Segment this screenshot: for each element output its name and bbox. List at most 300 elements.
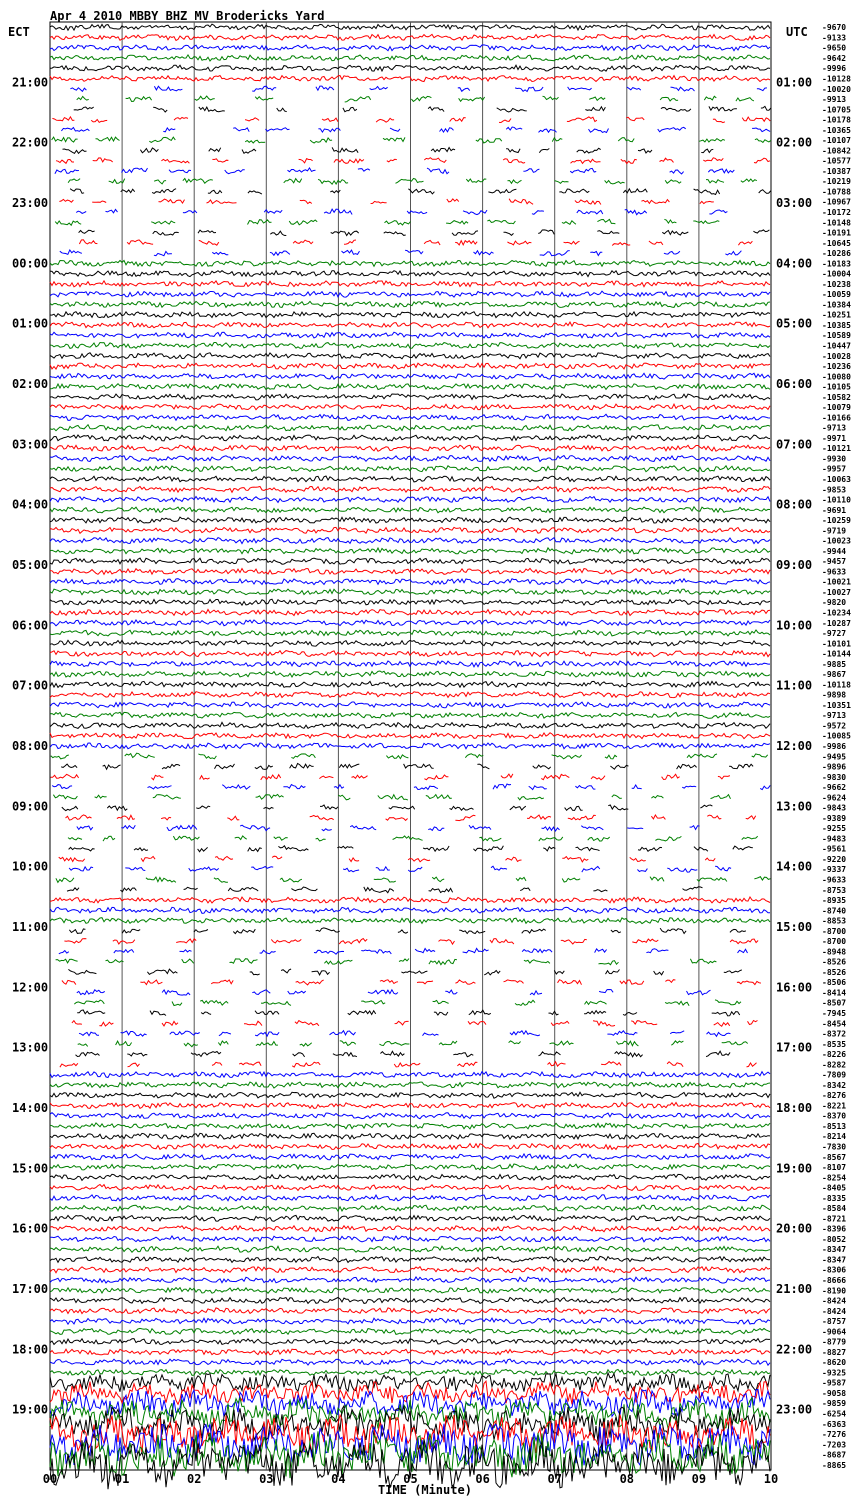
- seismic-trace: [174, 118, 188, 121]
- seismic-trace: [344, 240, 356, 244]
- seismic-trace: [386, 818, 408, 821]
- seismic-trace: [424, 775, 448, 780]
- trace-value-label: -9220: [822, 854, 847, 864]
- seismic-trace: [415, 949, 435, 953]
- seismic-trace: [439, 1041, 457, 1045]
- seismic-trace: [261, 1002, 291, 1006]
- seismic-trace: [506, 857, 522, 861]
- seismic-trace: [706, 1051, 730, 1056]
- seismic-trace: [281, 969, 291, 973]
- trace-value-label: -8753: [822, 885, 847, 895]
- seismic-trace: [753, 230, 769, 233]
- seismic-trace: [180, 950, 192, 952]
- trace-value-label: -6363: [822, 1419, 847, 1429]
- seismic-trace: [293, 1053, 305, 1057]
- trace-value-label: -10967: [822, 197, 851, 207]
- seismic-trace: [737, 981, 761, 985]
- seismic-trace: [632, 939, 658, 943]
- seismic-trace: [538, 230, 554, 235]
- seismic-trace: [74, 1000, 104, 1004]
- trace-value-label: -10387: [822, 166, 851, 176]
- seismic-trace: [725, 251, 741, 255]
- seismic-trace: [51, 774, 79, 778]
- trace-value-label: -10178: [822, 115, 851, 125]
- trace-value-label: -9325: [822, 1368, 847, 1378]
- trace-value-label: -9561: [822, 844, 847, 854]
- seismic-trace: [630, 857, 646, 861]
- seismic-trace: [608, 805, 628, 810]
- trace-value-label: -7276: [822, 1430, 847, 1440]
- seismic-trace: [288, 991, 306, 994]
- seismic-trace: [339, 939, 367, 945]
- seismic-trace: [122, 168, 148, 172]
- utc-hour-label: 07:00: [776, 437, 813, 452]
- trace-value-label: -10259: [822, 516, 851, 526]
- ect-hour-label: 14:00: [12, 1101, 49, 1115]
- seismic-trace: [707, 815, 721, 819]
- trace-value-label: -9691: [822, 505, 847, 515]
- seismic-trace: [520, 888, 530, 891]
- seismic-trace: [582, 866, 600, 872]
- seismic-trace: [568, 87, 592, 90]
- trace-value-label: -8687: [822, 1450, 847, 1460]
- trace-value-label: -8740: [822, 906, 847, 916]
- seismic-trace: [230, 959, 258, 964]
- seismic-trace: [103, 836, 115, 841]
- trace-value-label: -8853: [822, 916, 847, 926]
- seismic-trace: [103, 765, 121, 769]
- seismic-trace: [264, 210, 282, 214]
- trace-value-label: -10238: [822, 279, 851, 289]
- ect-hour-label: 01:00: [12, 316, 49, 331]
- ect-hour-label: 02:00: [12, 377, 49, 391]
- seismic-trace: [299, 159, 313, 163]
- seismic-trace: [212, 159, 228, 162]
- seismic-trace: [77, 96, 89, 100]
- seismic-trace: [683, 887, 703, 890]
- seismic-trace: [107, 806, 127, 810]
- trace-value-label: -8226: [822, 1050, 847, 1060]
- seismic-trace: [641, 200, 669, 204]
- seismic-trace: [125, 753, 155, 758]
- trace-value-label: -9820: [822, 598, 847, 608]
- seismic-trace: [66, 815, 92, 820]
- seismic-trace: [322, 118, 338, 122]
- seismic-trace: [59, 199, 73, 202]
- seismic-trace: [543, 96, 559, 99]
- seismic-trace: [200, 1000, 228, 1005]
- seismic-trace: [555, 181, 569, 184]
- seismic-trace: [455, 815, 475, 820]
- seismic-trace: [271, 939, 301, 943]
- seismic-trace: [244, 1021, 262, 1025]
- seismic-trace: [316, 86, 334, 90]
- seismic-trace: [62, 806, 78, 810]
- seismic-trace: [384, 232, 406, 236]
- seismic-trace: [665, 1001, 689, 1005]
- right-axis-label: UTC: [786, 25, 808, 39]
- seismic-trace: [665, 180, 681, 183]
- seismic-trace: [468, 1021, 486, 1024]
- seismic-trace: [581, 826, 603, 830]
- trace-value-label: -10582: [822, 392, 851, 402]
- seismic-trace: [184, 887, 198, 889]
- seismic-trace: [705, 858, 715, 861]
- seismic-trace: [319, 776, 333, 779]
- trace-value-label: -8347: [822, 1255, 847, 1265]
- trace-value-label: -9457: [822, 557, 847, 567]
- seismic-trace: [610, 765, 628, 769]
- seismic-trace: [638, 847, 662, 851]
- x-tick-label: 04: [331, 1472, 346, 1486]
- trace-value-label: -10385: [822, 320, 851, 330]
- seismic-trace: [588, 837, 610, 841]
- trace-value-label: -9713: [822, 423, 847, 433]
- seismic-trace: [63, 149, 87, 153]
- seismic-trace: [667, 1062, 683, 1067]
- seismic-trace: [690, 826, 700, 830]
- seismic-trace: [429, 888, 453, 892]
- seismic-trace: [742, 117, 770, 121]
- seismic-trace: [589, 97, 605, 100]
- seismic-trace: [597, 219, 615, 223]
- seismic-trace: [195, 96, 215, 100]
- seismic-trace: [722, 1042, 748, 1045]
- seismic-trace: [701, 149, 713, 153]
- seismic-trace: [658, 127, 686, 132]
- seismic-trace: [140, 980, 162, 985]
- ect-hour-label: 04:00: [12, 497, 49, 512]
- utc-hour-label: 11:00: [776, 678, 813, 693]
- seismic-trace: [667, 868, 697, 872]
- trace-value-label: -8335: [822, 1193, 847, 1203]
- seismic-trace: [655, 836, 681, 841]
- seismic-trace: [518, 797, 544, 800]
- trace-value-label: -8276: [822, 1091, 847, 1101]
- seismic-trace: [99, 1022, 113, 1026]
- seismic-trace: [383, 137, 405, 141]
- seismic-trace: [424, 158, 446, 163]
- seismic-trace: [452, 231, 478, 235]
- seismic-trace: [552, 755, 582, 759]
- seismic-trace: [700, 201, 714, 203]
- seismic-trace: [515, 1000, 535, 1005]
- trace-value-label: -8190: [822, 1286, 847, 1296]
- trace-value-label: -10107: [822, 136, 851, 146]
- trace-value-label: -8414: [822, 988, 847, 998]
- seismic-trace: [290, 764, 314, 769]
- trace-value-label: -8827: [822, 1347, 847, 1357]
- seismic-trace: [709, 106, 737, 111]
- seismic-trace: [637, 869, 647, 872]
- seismic-trace: [585, 107, 605, 111]
- seismic-trace: [509, 1041, 521, 1044]
- seismic-trace: [148, 786, 172, 789]
- seismic-trace: [434, 1012, 448, 1015]
- trace-value-label: -7203: [822, 1440, 847, 1450]
- seismic-trace: [114, 950, 134, 953]
- seismic-trace: [245, 118, 259, 121]
- utc-hour-label: 06:00: [776, 377, 813, 391]
- trace-value-label: -9930: [822, 454, 847, 464]
- seismic-trace: [693, 221, 719, 224]
- seismic-trace: [670, 1031, 684, 1034]
- trace-value-label: -10144: [822, 649, 851, 659]
- seismic-trace: [255, 1011, 279, 1015]
- seismic-trace: [122, 929, 140, 933]
- seismic-trace: [255, 765, 273, 769]
- seismic-trace: [507, 241, 531, 245]
- seismic-trace: [616, 1041, 638, 1046]
- seismic-trace: [508, 180, 522, 183]
- utc-hour-label: 05:00: [776, 316, 813, 331]
- seismic-trace: [627, 87, 641, 90]
- seismic-trace: [146, 877, 176, 882]
- seismic-trace: [154, 180, 166, 184]
- seismic-trace: [162, 990, 190, 995]
- seismic-trace: [453, 1053, 473, 1057]
- trace-value-label: -10234: [822, 608, 851, 618]
- seismic-trace: [423, 846, 449, 851]
- seismic-trace: [552, 138, 562, 142]
- seismic-trace: [52, 137, 78, 142]
- seismic-trace: [379, 1042, 409, 1046]
- seismic-trace: [390, 128, 400, 131]
- trace-value-label: -9624: [822, 793, 847, 803]
- seismic-trace: [459, 930, 485, 933]
- seismic-trace: [312, 971, 330, 975]
- seismic-trace: [349, 858, 359, 862]
- seismic-trace: [292, 1062, 320, 1067]
- seismic-trace: [91, 120, 107, 123]
- seismic-trace: [106, 209, 118, 212]
- seismic-trace: [660, 928, 686, 933]
- seismic-trace: [70, 189, 84, 194]
- seismic-trace: [128, 1063, 140, 1067]
- seismic-trace: [509, 199, 533, 205]
- seismic-trace: [670, 170, 684, 174]
- seismic-trace: [77, 990, 105, 995]
- trace-value-label: -8254: [822, 1173, 847, 1183]
- seismic-trace: [288, 168, 316, 172]
- seismic-trace: [345, 97, 371, 102]
- seismic-trace: [371, 201, 387, 203]
- trace-value-label: -9389: [822, 813, 847, 823]
- seismic-trace: [348, 1011, 376, 1015]
- seismic-trace: [343, 868, 359, 872]
- seismic-trace: [590, 252, 602, 256]
- seismic-trace: [169, 170, 191, 173]
- seismic-trace: [730, 929, 746, 932]
- seismic-trace: [151, 221, 175, 224]
- seismic-trace: [255, 97, 273, 100]
- seismic-trace: [405, 250, 423, 253]
- seismic-trace: [700, 805, 712, 808]
- trace-value-label: -10027: [822, 587, 851, 597]
- seismic-trace: [183, 179, 213, 184]
- seismic-trace: [654, 971, 664, 975]
- trace-value-label: -8535: [822, 1039, 847, 1049]
- seismic-trace: [56, 878, 74, 883]
- seismic-trace: [446, 221, 468, 225]
- trace-value-label: -9830: [822, 772, 847, 782]
- seismic-trace: [96, 137, 120, 141]
- seismic-trace: [493, 784, 511, 789]
- seismic-trace: [342, 250, 360, 254]
- trace-value-label: -8506: [822, 978, 847, 988]
- seismic-trace: [575, 200, 601, 205]
- seismic-trace: [463, 210, 487, 215]
- seismic-trace: [56, 160, 74, 164]
- seismic-trace: [56, 959, 78, 963]
- trace-value-label: -10148: [822, 218, 851, 228]
- seismic-trace: [650, 877, 664, 882]
- seismic-trace: [69, 867, 93, 871]
- trace-value-label: -7945: [822, 1009, 847, 1019]
- trace-value-label: -10079: [822, 403, 851, 413]
- seismic-trace: [300, 200, 312, 203]
- chart-title: Apr 4 2010 MBBY BHZ MV Brodericks Yard: [50, 9, 325, 23]
- seismic-trace: [704, 96, 716, 100]
- seismic-trace: [458, 88, 470, 92]
- trace-value-label: -10166: [822, 413, 851, 423]
- seismic-trace: [251, 867, 273, 870]
- trace-value-label: -10183: [822, 259, 851, 269]
- seismic-trace: [64, 939, 86, 944]
- seismic-trace: [222, 785, 250, 789]
- seismic-trace: [162, 1021, 178, 1026]
- seismic-trace: [376, 118, 394, 122]
- seismic-trace: [541, 774, 569, 779]
- trace-value-label: -9255: [822, 824, 847, 834]
- seismic-trace: [291, 887, 317, 891]
- seismic-trace: [147, 969, 177, 974]
- seismic-trace: [621, 159, 637, 163]
- trace-value-label: -9058: [822, 1388, 847, 1398]
- seismic-trace: [228, 888, 258, 892]
- trace-value-label: -10110: [822, 495, 851, 505]
- seismic-trace: [490, 939, 514, 944]
- seismic-trace: [70, 88, 86, 92]
- seismic-trace: [626, 117, 644, 120]
- seismic-trace: [568, 815, 596, 820]
- seismic-trace: [196, 806, 210, 809]
- seismic-trace: [361, 1001, 385, 1004]
- seismic-trace: [211, 980, 233, 984]
- seismic-trace: [316, 928, 340, 932]
- seismic-trace: [120, 888, 136, 892]
- trace-value-label: -10705: [822, 105, 851, 115]
- seismic-trace: [606, 970, 620, 975]
- seismic-trace: [380, 1051, 404, 1056]
- seismic-trace: [170, 1031, 200, 1035]
- seismic-trace: [300, 1043, 312, 1046]
- seismic-trace: [605, 180, 625, 184]
- seismic-trace: [411, 96, 431, 101]
- seismic-trace: [218, 1041, 228, 1045]
- seismic-trace: [539, 149, 549, 153]
- seismic-trace: [562, 221, 576, 225]
- seismic-trace: [283, 785, 305, 789]
- seismic-trace: [504, 980, 524, 984]
- seismic-trace: [272, 856, 282, 859]
- seismic-trace: [79, 240, 97, 244]
- trace-value-label: -9986: [822, 742, 847, 751]
- trace-value-label: -9483: [822, 834, 847, 844]
- trace-value-label: -8779: [822, 1337, 847, 1347]
- seismic-trace: [504, 232, 514, 235]
- trace-value-label: -9495: [822, 752, 847, 762]
- seismic-trace: [270, 231, 286, 235]
- seismic-trace: [77, 826, 93, 830]
- utc-hour-label: 15:00: [776, 920, 813, 934]
- seismic-trace: [754, 158, 770, 163]
- seismic-trace: [607, 1031, 637, 1035]
- seismic-trace: [78, 1044, 88, 1047]
- seismic-trace: [385, 221, 411, 225]
- seismic-trace: [194, 930, 208, 933]
- seismic-trace: [343, 107, 357, 111]
- seismic-trace: [154, 86, 182, 91]
- seismic-trace: [615, 1052, 643, 1057]
- ect-hour-label: 12:00: [12, 980, 49, 995]
- seismic-trace: [736, 98, 754, 101]
- seismic-trace: [296, 980, 324, 985]
- seismic-trace: [364, 887, 394, 893]
- seismic-trace: [60, 250, 82, 254]
- x-tick-label: 05: [403, 1472, 418, 1486]
- seismic-trace: [396, 179, 424, 184]
- trace-value-label: -10219: [822, 177, 851, 187]
- seismic-trace: [117, 815, 135, 819]
- seismic-trace: [708, 169, 734, 173]
- seismic-trace: [68, 179, 80, 183]
- seismic-trace: [539, 1052, 561, 1056]
- seismic-trace: [612, 795, 622, 799]
- trace-value-label: -10028: [822, 351, 851, 361]
- seismic-trace: [473, 846, 503, 851]
- seismic-trace: [176, 939, 196, 943]
- seismic-trace: [310, 138, 332, 143]
- seismic-trace: [577, 148, 601, 153]
- seismic-trace: [457, 1062, 477, 1066]
- seismic-trace: [280, 878, 302, 882]
- seismic-trace: [200, 776, 210, 780]
- seismic-trace: [274, 837, 288, 841]
- seismic-trace: [752, 128, 770, 132]
- seismic-trace: [469, 825, 491, 830]
- seismic-trace: [539, 129, 557, 132]
- seismic-trace: [738, 241, 752, 245]
- seismic-trace: [455, 980, 475, 984]
- seismic-trace: [278, 846, 308, 851]
- trace-value-label: -8107: [822, 1163, 847, 1173]
- trace-value-label: -10004: [822, 269, 851, 279]
- trace-value-label: -8370: [822, 1111, 847, 1121]
- seismic-trace: [463, 948, 489, 952]
- trace-value-label: -8347: [822, 1245, 847, 1255]
- seismic-trace: [314, 950, 344, 954]
- seismic-trace: [465, 754, 483, 758]
- trace-value-label: -8513: [822, 1121, 847, 1131]
- trace-value-label: -10365: [822, 125, 851, 135]
- ect-hour-label: 03:00: [12, 437, 49, 452]
- trace-value-label: -8306: [822, 1265, 847, 1275]
- seismic-trace: [428, 107, 444, 112]
- seismic-trace: [611, 930, 621, 933]
- seismic-trace: [589, 129, 609, 133]
- seismic-trace: [331, 231, 359, 235]
